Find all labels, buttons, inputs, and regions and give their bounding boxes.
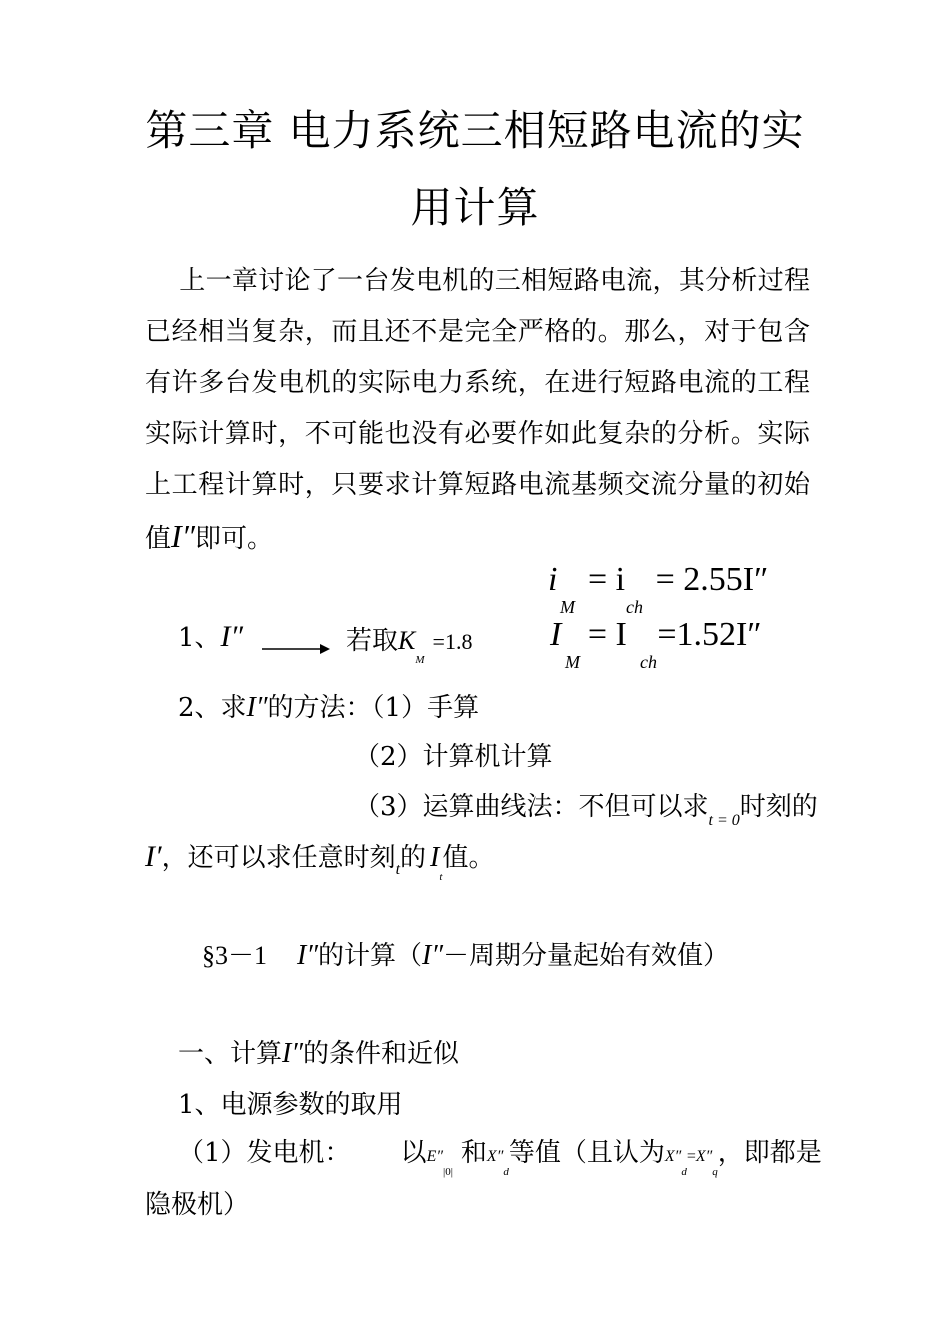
subsection-heading	[178, 1040, 459, 1068]
item2-line	[178, 694, 479, 722]
eq2-lhs: I	[550, 616, 562, 653]
generator-prefix: （1）发电机：	[178, 1138, 351, 1168]
e-sub: |0|	[443, 1166, 453, 1178]
xd-symbol: X″	[664, 1148, 682, 1165]
k-sub: M	[415, 654, 425, 666]
section-number: §3－1	[202, 941, 268, 970]
equation-2	[550, 618, 762, 652]
if-text: 若取	[346, 626, 399, 656]
it-symbol: I	[430, 842, 440, 873]
xd-sub: d	[681, 1166, 687, 1178]
chapter-title-line1: 第三章 电力系统三相短路电流的实	[145, 106, 805, 155]
section-heading	[202, 942, 729, 970]
xq-symbol: X″	[695, 1148, 713, 1165]
item1-symbol: I″	[220, 620, 244, 653]
chapter-title-line2: 用计算	[410, 183, 540, 232]
k-symbol: K	[398, 626, 416, 655]
eq2-mid: = I	[587, 616, 627, 653]
with-text: 以	[400, 1138, 427, 1168]
of-text: 的	[400, 843, 427, 873]
equation-1	[548, 563, 768, 597]
generator-tail: ，即都是	[717, 1138, 822, 1168]
cont-text: ，还可以求任意时刻	[161, 843, 396, 873]
eq1-mid-sub: ch	[626, 597, 643, 617]
equiv-text: 等值（且认为	[508, 1138, 665, 1168]
t0-label: t = 0	[708, 812, 740, 829]
item1-line	[178, 622, 243, 652]
intro-text: 上一章讨论了一台发电机的三相短路电流，其分析过程已经相当复杂，而且还不是完全严格的。那么，对于包含有许多台发电机的实际电力系统，在进行短路电流的工程实际计算时，不可能也没有必要作如此复杂的分析。实际上工程计算时，只要求计算短路电流基频交流分量的初始值	[145, 266, 810, 554]
section-symbol: I″	[297, 940, 319, 971]
intro-paragraph	[145, 256, 810, 565]
method-3: （3）运算曲线法：不但可以求	[354, 792, 709, 822]
i-prime-symbol: I′	[145, 840, 162, 873]
right-arrow-icon	[262, 643, 330, 655]
section-text2: －周期分量起始有效值）	[443, 941, 730, 971]
method-3-line	[354, 792, 818, 829]
eq2-rhs: =1.52I″	[657, 616, 762, 653]
and-text: 和	[460, 1138, 487, 1168]
item1-number: 1、	[178, 623, 221, 653]
generator-line	[178, 1138, 822, 1178]
intro-symbol: I″	[171, 518, 195, 554]
eq-sign: =	[686, 1148, 696, 1165]
eq1-mid: = i	[587, 561, 626, 598]
section-symbol2: I″	[422, 940, 444, 971]
e-symbol: E″	[426, 1148, 443, 1165]
item2-prefix: 2、求	[178, 693, 247, 723]
eq2-lhs-sub: M	[565, 652, 580, 672]
eq1-rhs: = 2.55I″	[655, 561, 769, 598]
eq2-mid-sub: ch	[640, 652, 657, 672]
eq1-lhs: i	[548, 561, 558, 598]
method-2: （2）计算机计算	[354, 742, 553, 772]
item2-text: 的方法：（1）手算	[267, 693, 480, 723]
k-value: =1.8	[432, 629, 473, 654]
it-sub: t	[439, 871, 443, 883]
point-1: 1、电源参数的取用	[178, 1090, 403, 1120]
x-symbol: X″	[486, 1148, 504, 1165]
method-3-cont	[145, 840, 495, 883]
generator-line2: 隐极机）	[145, 1190, 250, 1220]
x-sub: d	[503, 1166, 509, 1178]
item2-symbol: I″	[246, 692, 268, 723]
moment-text: 时刻的	[739, 792, 818, 822]
subsection-prefix: 一、计算	[178, 1039, 283, 1069]
section-text1: 的计算（	[318, 941, 423, 971]
subsection-text: 的条件和近似	[303, 1039, 460, 1069]
subsection-symbol: I″	[282, 1038, 304, 1069]
t-label: t	[395, 861, 401, 878]
item1-condition	[346, 626, 473, 666]
value-text: 值。	[442, 843, 495, 873]
xq-sub: q	[712, 1166, 718, 1178]
eq1-lhs-sub: M	[560, 597, 575, 617]
intro-tail: 即可。	[195, 524, 274, 554]
